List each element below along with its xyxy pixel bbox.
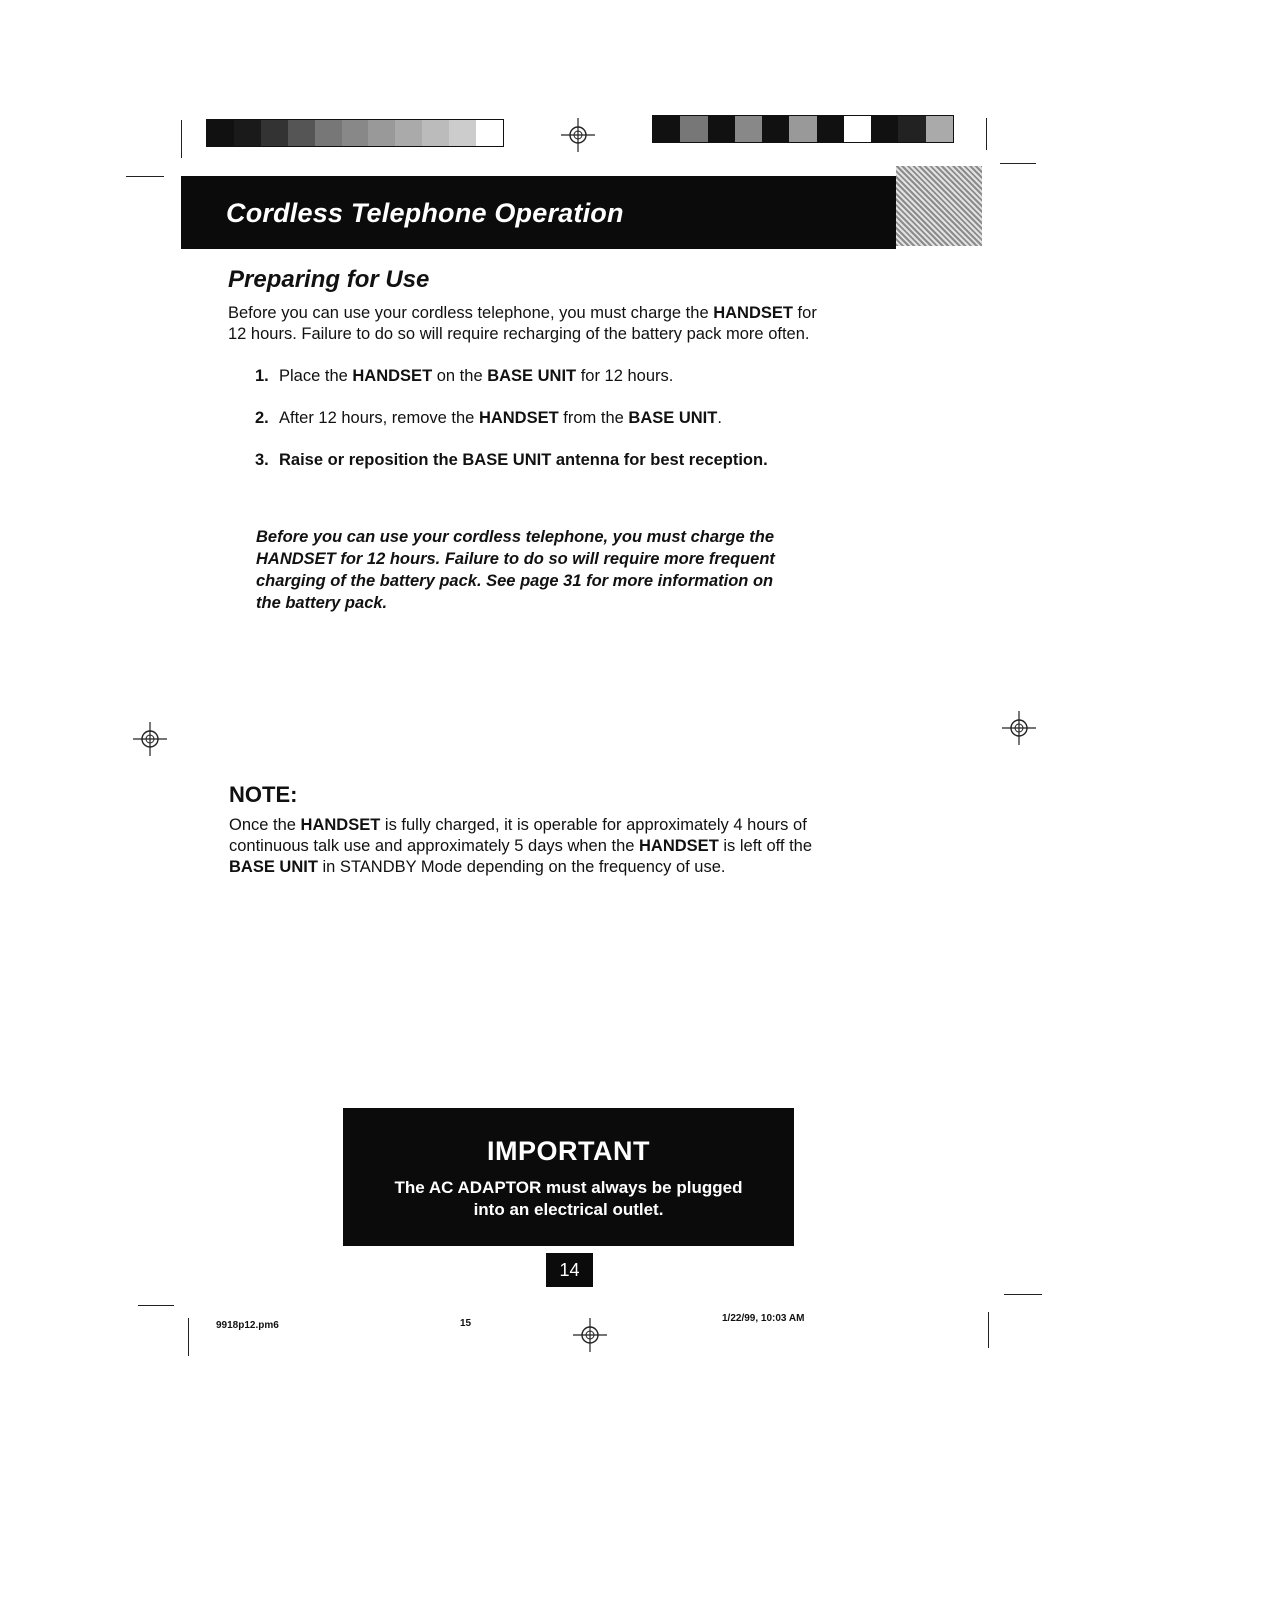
- list-item: [255, 408, 895, 429]
- note-heading: NOTE:: [229, 782, 298, 807]
- note-bold: BASE UNIT: [229, 858, 318, 876]
- step-bold: HANDSET: [352, 367, 433, 385]
- intro-text: 12 hours. Failure to do so will require recharging of the battery pack more often.: [228, 325, 810, 343]
- note-text: Once the: [229, 816, 301, 834]
- step-number: 3.: [255, 451, 269, 469]
- step-text: Place the: [279, 367, 353, 385]
- note-text: in STANDBY Mode depending on the frequency of use.: [317, 858, 726, 876]
- crop-mark: [988, 1312, 989, 1348]
- page-title: Cordless Telephone Operation: [226, 198, 624, 228]
- step-number: 2.: [255, 409, 269, 427]
- steps-list: [255, 366, 895, 492]
- footer-timestamp: 1/22/99, 10:03 AM: [722, 1313, 805, 1324]
- intro-bold: HANDSET: [713, 304, 793, 322]
- crop-mark: [986, 118, 987, 150]
- step-text: on the: [432, 367, 488, 385]
- step-number: 1.: [255, 367, 269, 385]
- crop-mark: [1000, 163, 1036, 164]
- registration-mark-icon: [133, 722, 167, 756]
- step-text: .: [717, 409, 722, 427]
- note-bold: HANDSET: [639, 837, 719, 855]
- tone-bar-left: [206, 119, 504, 147]
- section-title: Preparing for Use: [228, 266, 430, 293]
- notice-line: the battery pack.: [256, 594, 388, 612]
- step-text: for 12 hours.: [576, 367, 674, 385]
- registration-mark-icon: [573, 1318, 607, 1352]
- step-text: from the: [558, 409, 629, 427]
- note-bold: HANDSET: [300, 816, 381, 834]
- list-item: [255, 450, 895, 471]
- footer-filename: 9918p12.pm6: [216, 1320, 279, 1331]
- step-bold: HANDSET: [478, 409, 559, 427]
- important-text: [343, 1177, 794, 1221]
- intro-text: for: [792, 304, 817, 322]
- important-box: [343, 1108, 794, 1246]
- list-item: [255, 366, 895, 387]
- halftone-patch: [896, 166, 982, 246]
- notice-line: Before you can use your cordless telephone, you must charge the: [256, 528, 775, 546]
- note-text: continuous talk use and approximately 5 days when the: [229, 837, 640, 855]
- step-text: Raise or reposition the BASE UNIT antenna for best reception.: [279, 451, 768, 469]
- intro-paragraph: [228, 303, 908, 345]
- footer-page: 15: [460, 1318, 472, 1329]
- crop-mark: [138, 1305, 174, 1306]
- important-title: IMPORTANT: [487, 1136, 650, 1166]
- crop-mark: [1004, 1294, 1042, 1295]
- crop-mark: [188, 1318, 189, 1356]
- page-number: 14: [546, 1253, 593, 1287]
- crop-mark: [181, 120, 182, 158]
- important-line: into an electrical outlet.: [473, 1200, 664, 1219]
- charging-notice: [256, 526, 866, 614]
- registration-mark-icon: [1002, 711, 1036, 745]
- notice-line: charging of the battery pack. See page 31 for more information on: [256, 572, 774, 590]
- intro-text: Before you can use your cordless telephone, you must charge the: [228, 304, 714, 322]
- important-line: The AC ADAPTOR must always be plugged: [394, 1178, 743, 1197]
- note-text: is fully charged, it is operable for approximately 4 hours of: [380, 816, 807, 834]
- step-bold: BASE UNIT: [628, 409, 718, 427]
- registration-mark-icon: [561, 118, 595, 152]
- crop-mark: [126, 176, 164, 177]
- note-text: is left off the: [718, 837, 813, 855]
- note-paragraph: [229, 815, 919, 878]
- step-text: After 12 hours, remove the: [279, 409, 479, 427]
- tone-bar-right: [652, 115, 954, 143]
- notice-line: HANDSET for 12 hours. Failure to do so will require more frequent: [256, 550, 775, 568]
- step-bold: BASE UNIT: [487, 367, 577, 385]
